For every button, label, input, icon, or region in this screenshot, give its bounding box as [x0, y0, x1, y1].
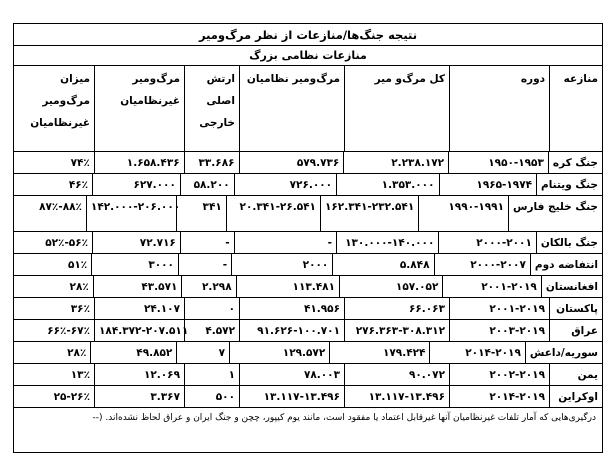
cell-military-deaths: -: [234, 232, 336, 253]
table-row: [14, 320, 602, 342]
table-row: [14, 298, 602, 320]
cell-period: ۲۰۰۰-۲۰۰۱: [438, 232, 536, 253]
header-total-deaths: کل مرگ‌و میر: [344, 66, 449, 151]
cell-civilian-rate: ۳۶٪: [70, 303, 90, 315]
cell-period: ۱۹۶۵-۱۹۷۴: [439, 174, 537, 195]
cell-civilian-rate: ۲۸٪: [69, 281, 89, 293]
cell-conflict: افغانستان: [541, 276, 602, 297]
cell-military-deaths: ۵۷۹.۷۳۶: [239, 152, 344, 173]
cell-foreign-army: ۵۰۰: [184, 386, 239, 407]
cell-total-deaths: ۲.۲۳۸.۱۷۲: [343, 152, 448, 173]
cell-period: ۱۹۵۰-۱۹۵۳: [448, 152, 548, 173]
cell-foreign-army: ۱: [184, 364, 239, 385]
cell-civilian-rate: ۸۷٪-۸۸٪: [39, 201, 82, 213]
cell-civilian-rate: ۴۶٪: [68, 179, 89, 191]
cell-conflict: پاکستان: [549, 298, 602, 319]
cell-conflict: اوکراین: [549, 386, 602, 407]
table-body: [14, 152, 602, 408]
header-civilian-rate: میزان مرگ‌ومیر غیرنظامیان: [30, 73, 90, 129]
header-period: دوره: [449, 66, 549, 151]
cell-civilian-deaths: ۲۴.۱۰۷: [94, 298, 184, 319]
cell-conflict: انتفاضه دوم: [530, 254, 602, 275]
table-subtitle: منازعات نظامی بزرگ: [14, 46, 602, 66]
cell-civilian-deaths: ۱.۶۵۸.۴۳۶: [94, 152, 184, 173]
cell-civilian-deaths: ۶۲۷.۰۰۰: [92, 174, 180, 195]
cell-civilian-rate: ۶۶٪-۶۷٪: [47, 325, 90, 337]
cell-civilian-rate: ۷۴٪: [70, 157, 90, 169]
cell-period: ۲۰۱۴-۲۰۱۹: [449, 386, 549, 407]
table-row: [14, 174, 602, 196]
cell-total-deaths: ۱۵۷.۰۵۲: [339, 276, 442, 297]
cell-period: ۲۰۰۱-۲۰۱۹: [449, 298, 549, 319]
table-row: [14, 386, 602, 408]
cell-military-deaths: ۱۱۳.۴۸۱: [236, 276, 339, 297]
cell-civilian-rate: ۲۸٪: [67, 347, 87, 359]
cell-civilian-deaths: ۱۲.۰۶۹: [94, 364, 184, 385]
header-row: [14, 66, 602, 152]
cell-period: ۲۰۰۱-۲۰۱۹: [442, 276, 540, 297]
header-conflict: منازعه: [549, 66, 602, 151]
cell-civilian-rate: ۵۲٪-۵۶٪: [45, 237, 89, 249]
table-row: [14, 342, 602, 364]
cell-civilian-rate: ۲۵-۲۶٪: [53, 391, 90, 403]
cell-foreign-army: ۳۴۱: [176, 196, 226, 231]
header-civilian-deaths: مرگ‌ومیر غیرنظامیان: [94, 66, 184, 151]
cell-conflict: جنگ کره: [548, 152, 602, 173]
cell-total-deaths: ۲۷۶.۳۶۳-۳۰۸.۳۱۲: [344, 320, 449, 341]
cell-military-deaths: ۹۱.۶۲۶-۱۰۰.۷۰۱: [239, 320, 344, 341]
cell-period: ۲۰۰۳-۲۰۱۹: [449, 320, 549, 341]
cell-civilian-deaths: ۳۰۰۰: [91, 254, 178, 275]
cell-military-deaths: ۱۲۹.۵۷۲: [229, 342, 329, 363]
table-row: [14, 276, 602, 298]
cell-civilian-deaths: ۴۳.۵۷۱: [93, 276, 182, 297]
cell-military-deaths: ۱۳.۱۱۷-۱۳.۴۹۶: [239, 386, 344, 407]
cell-conflict: سوریه/داعش: [525, 342, 602, 363]
cell-period: ۲۰۰۰-۲۰۰۷: [434, 254, 530, 275]
table-title: نتیجه جنگ‌ها/منازعات از نظر مرگ‌ومیر: [14, 24, 602, 46]
table-row: [14, 232, 602, 254]
table-row: [14, 254, 602, 276]
cell-military-deaths: ۷۲۶.۰۰۰: [234, 174, 336, 195]
cell-foreign-army: ۴.۵۷۲: [184, 320, 239, 341]
cell-period: ۱۹۹۰-۱۹۹۱: [418, 196, 508, 231]
table-row: [14, 152, 602, 174]
cell-civilian-rate: ۵۱٪: [67, 259, 88, 271]
cell-military-deaths: ۴۱.۹۵۶: [239, 298, 344, 319]
cell-total-deaths: ۱۳.۱۱۷-۱۳.۴۹۶: [344, 386, 449, 407]
header-military-deaths: مرگ‌ومیر نظامیان: [239, 66, 344, 151]
table-row: [14, 196, 602, 232]
cell-period: ۲۰۰۲-۲۰۱۹: [449, 364, 549, 385]
cell-total-deaths: ۱۶۲.۳۴۱-۲۳۲.۵۴۱: [320, 196, 418, 231]
cell-total-deaths: ۵.۸۴۸: [332, 254, 433, 275]
cell-foreign-army: -: [178, 254, 231, 275]
cell-conflict: جنگ خلیج فارس: [508, 196, 602, 231]
cell-military-deaths: ۲۰.۳۴۱-۲۶.۵۴۱: [226, 196, 320, 231]
cell-total-deaths: ۹۰.۰۷۲: [344, 364, 449, 385]
cell-foreign-army: ۰: [184, 298, 239, 319]
cell-foreign-army: -: [180, 232, 234, 253]
cell-civilian-deaths: ۳.۳۶۷: [94, 386, 184, 407]
cell-civilian-deaths: ۷۲.۷۱۶: [92, 232, 180, 253]
cell-foreign-army: ۷: [176, 342, 229, 363]
cell-foreign-army: ۲.۲۹۸: [181, 276, 235, 297]
cell-civilian-deaths: ۴۹.۸۵۲: [90, 342, 176, 363]
cell-total-deaths: ۱۷۹.۴۲۴: [329, 342, 429, 363]
cell-military-deaths: ۷۸.۰۰۳: [239, 364, 344, 385]
cell-total-deaths: ۶۶.۰۶۳: [344, 298, 449, 319]
cell-foreign-army: ۳۳.۶۸۶: [184, 152, 239, 173]
cell-foreign-army: ۵۸.۲۰۰: [180, 174, 234, 195]
conflict-casualty-table: [13, 23, 603, 453]
cell-total-deaths: ۱۳۰.۰۰۰-۱۴۰.۰۰۰: [336, 232, 438, 253]
cell-civilian-rate: ۱۳٪: [70, 369, 90, 381]
cell-total-deaths: ۱.۳۵۳.۰۰۰: [336, 174, 438, 195]
cell-civilian-deaths: ۱۴۲.۰۰۰-۲۰۶.۰۰۰: [86, 196, 176, 231]
cell-conflict: عراق: [549, 320, 602, 341]
table-row: [14, 364, 602, 386]
cell-civilian-deaths: ۱۸۴.۳۷۲-۲۰۷.۵۱۱: [94, 320, 184, 341]
table-footnote: درگیری‌هایی که آمار تلفات غیرنظامیان آنها غیرقابل اعتماد یا مفقود است، مانند یوم کیپور، چچن و جنگ ایران و عراق لحاظ نشده‌اند. (--: [92, 413, 596, 423]
cell-period: ۲۰۱۴-۲۰۱۹: [429, 342, 524, 363]
cell-conflict: جنگ ویتنام: [536, 174, 602, 195]
cell-conflict: یمن: [549, 364, 602, 385]
cell-conflict: جنگ بالکان: [536, 232, 602, 253]
header-foreign-army: ارتش اصلی خارجی: [184, 66, 239, 151]
cell-military-deaths: ۲۰۰۰: [231, 254, 332, 275]
